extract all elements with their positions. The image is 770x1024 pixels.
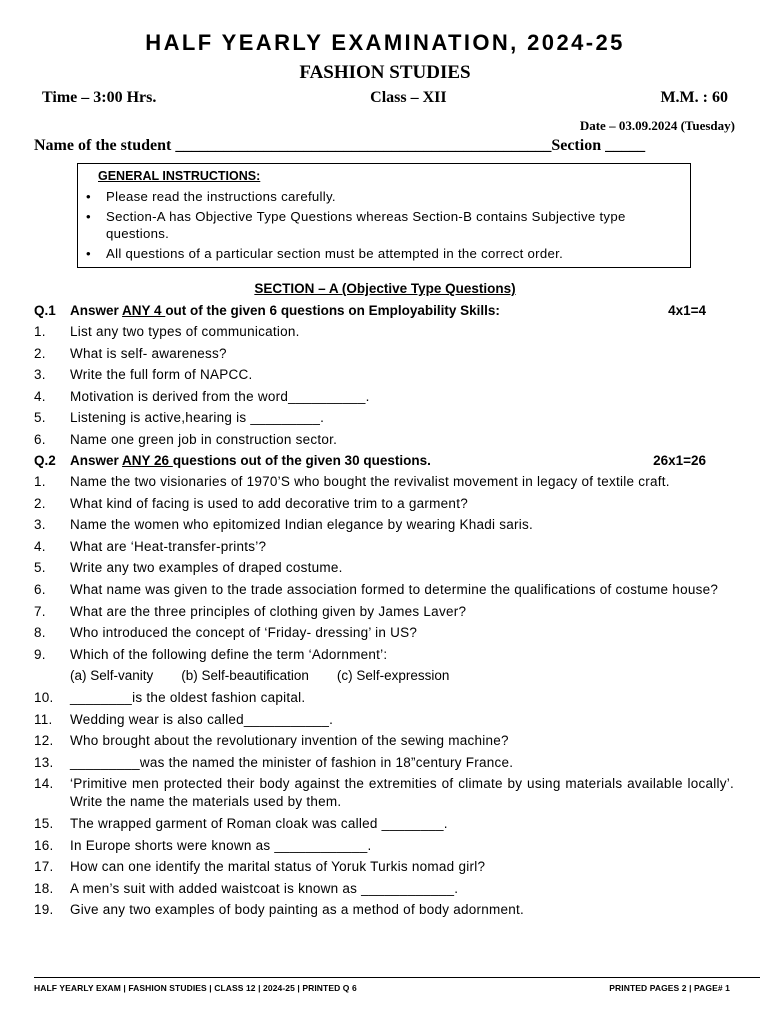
exam-meta-row [42,89,728,107]
item-text: Name one green job in construction sector. [70,431,338,447]
item-text: The wrapped garment of Roman cloak was called ________. [70,815,448,831]
item-number: 4. [34,388,46,404]
footer-left: HALF YEARLY EXAM | FASHION STUDIES | CLASS 12 | 2024-25 | PRINTED Q 6 [34,983,357,993]
item-number: 1. [34,324,46,339]
question-item [34,775,734,811]
question-number: Q.1 [34,303,56,318]
item-number: 5. [34,410,46,426]
item-number: 18. [34,880,54,896]
item-text: How can one identify the marital status of Yoruk Turkis nomad girl? [70,859,486,875]
item-number: 3. [34,517,46,533]
question-item [34,880,734,898]
question-marks: 26x1=26 [653,453,706,468]
item-text: What are the three principles of clothing given by James Laver? [70,603,467,619]
question-item [34,495,734,513]
max-marks: M.M. : 60 [660,89,728,106]
question-2-items-part-2 [34,689,734,919]
question-item [34,345,734,363]
item-number: 16. [34,837,54,853]
item-text: List any two types of communication. [70,324,300,339]
item-number: 9. [34,646,46,662]
question-item [34,516,734,534]
item-number: 4. [34,538,46,554]
item-text: Who brought about the revolutionary invention of the sewing machine? [70,733,509,749]
instructions-heading: GENERAL INSTRUCTIONS: [98,169,261,183]
question-item [34,754,734,772]
exam-title: HALF YEARLY EXAMINATION, 2024-25 [145,30,625,55]
student-name-line: Name of the student _______________________________________________Section _____ [34,137,646,154]
item-number: 6. [34,581,46,597]
item-number: 7. [34,603,46,619]
item-text: _________was the named the minister of fashion in 18”century France. [70,754,514,770]
item-text: What name was given to the trade association formed to determine the qualifications of costume house? [70,581,719,597]
question-item [34,901,734,919]
item-number: 17. [34,859,54,875]
instructions-list [86,188,682,262]
item-text: What kind of facing is used to add decorative trim to a garment? [70,495,468,511]
option-c: (c) Self-expression [336,668,450,684]
question-item [34,646,734,664]
item-text: Give any two examples of body painting as a method of body adornment. [70,902,525,918]
footer-right: PRINTED PAGES 2 | PAGE# 1 [609,983,730,993]
item-text: What is self- awareness? [70,345,227,361]
question-item [34,559,734,577]
question-9-options [34,667,734,685]
item-number: 11. [34,711,53,727]
item-text: Wedding wear is also called___________. [70,711,334,727]
question-1-block [34,303,734,453]
page-footer [34,983,730,993]
question-item [34,603,734,621]
question-item [34,581,734,599]
exam-class: Class – XII [370,89,447,106]
item-text: What are ‘Heat-transfer-prints’? [70,538,267,554]
item-number: 8. [34,625,46,641]
question-text: Answer ANY 26 questions out of the given 30 questions. [70,453,431,468]
question-item [34,858,734,876]
item-number: 19. [34,902,54,918]
item-text: Write the full form of NAPCC. [70,367,253,383]
option-b: (b) Self-beautification [181,668,309,684]
item-number: 12. [34,733,54,749]
question-2-items-part-1 [34,473,734,664]
item-number: 1. [34,474,46,489]
general-instructions-box [77,163,691,268]
item-number: 2. [34,345,46,361]
bullet-icon: • [86,209,91,224]
exam-date: Date – 03.09.2024 (Tuesday) [579,118,735,133]
item-text: In Europe shorts were known as ____________. [70,837,372,853]
question-item [34,711,734,729]
item-text: Write any two examples of draped costume. [70,560,343,576]
question-number: Q.2 [34,453,56,468]
option-a: (a) Self-vanity [70,668,154,684]
instruction-item: • All questions of a particular section must be attempted in the correct order. [86,246,564,261]
item-text: Which of the following define the term ‘Adornment’: [70,646,388,662]
item-text: ________is the oldest fashion capital. [70,689,306,705]
item-number: 15. [34,815,54,831]
question-item [34,624,734,642]
question-1-items [34,323,734,449]
subject-title: FASHION STUDIES [299,62,471,83]
item-number: 13. [34,754,54,770]
question-item [34,837,734,855]
question-text: Answer ANY 4 out of the given 6 questions on Employability Skills: [70,303,500,318]
item-number: 10. [34,689,54,705]
item-text: Name the two visionaries of 1970’S who bought the revivalist movement in legacy of textile craft. [70,474,670,489]
item-text: Name the women who epitomized Indian elegance by wearing Khadi saris. [70,517,534,533]
instruction-item: • Please read the instructions carefully. [86,189,336,204]
question-item [34,323,734,341]
item-number: 14. [34,776,54,792]
item-text: A men’s suit with added waistcoat is known as ____________. [70,880,459,896]
question-item [34,366,734,384]
question-item [34,732,734,750]
item-text: ‘Primitive men protected their body against the extremities of climate by using materials available locally’. Write the name the materials used by them. [70,776,734,810]
question-2-block [34,453,734,923]
question-item [34,815,734,833]
item-text: Motivation is derived from the word__________. [70,388,370,404]
section-a-heading: SECTION – A (Objective Type Questions) [254,281,516,296]
footer-divider [34,977,760,978]
item-number: 6. [34,431,46,447]
question-item [34,689,734,707]
question-item [34,431,734,449]
bullet-icon: • [86,246,91,261]
question-1-heading [34,303,734,323]
question-item [34,388,734,406]
question-item [34,473,734,491]
exam-time: Time – 3:00 Hrs. [42,89,157,106]
bullet-icon: • [86,189,91,204]
item-text: Who introduced the concept of ‘Friday- dressing’ in US? [70,625,418,641]
item-number: 5. [34,560,46,576]
item-text: Listening is active,hearing is _________. [70,410,325,426]
question-2-heading [34,453,734,473]
question-item [34,409,734,427]
item-number: 2. [34,495,46,511]
instruction-item: • Section-A has Objective Type Questions whereas Section-B contains Subjective type questions. [86,209,626,241]
question-item [34,538,734,556]
question-marks: 4x1=4 [668,303,706,318]
item-number: 3. [34,367,46,383]
